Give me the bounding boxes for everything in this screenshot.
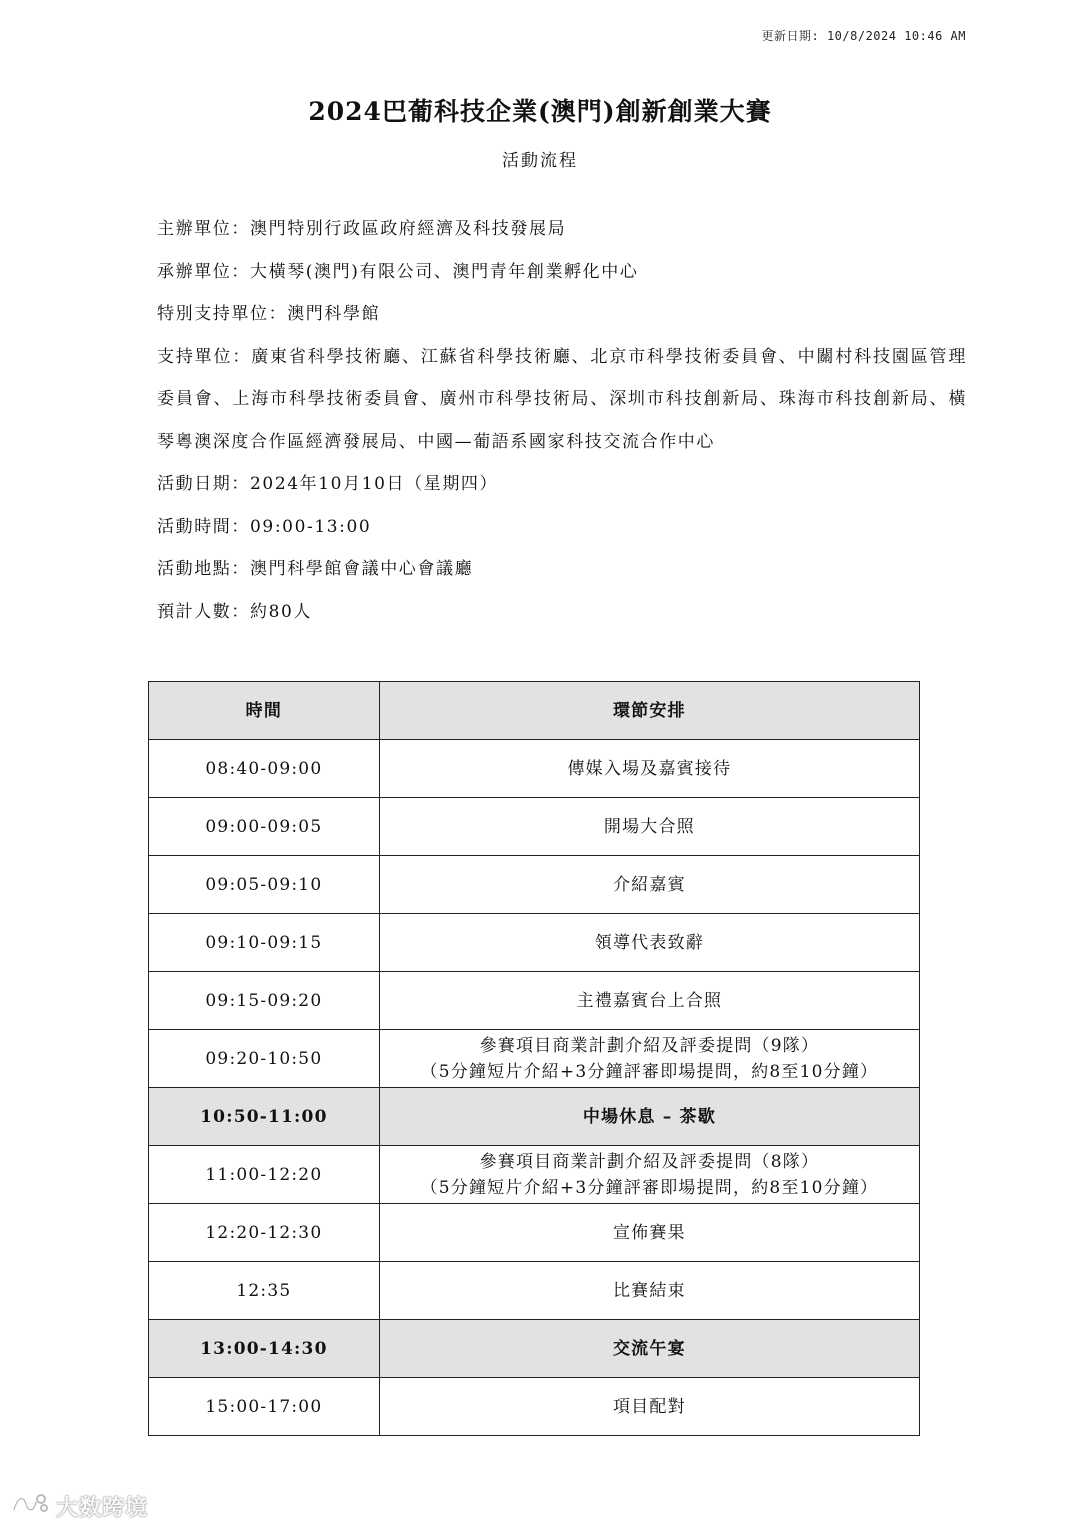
organizer-value: 澳門特別行政區政府經濟及科技發展局 (250, 219, 567, 239)
co-organizer-value: 大橫琴(澳門)有限公司、澳門青年創業孵化中心 (250, 261, 639, 282)
schedule-header-row (149, 682, 920, 740)
attendance-label: 預計人數： (157, 601, 250, 622)
row-item-line2: （5分鐘短片介紹+3分鐘評審即場提問，約8至10分鐘） (420, 1177, 879, 1198)
special-support-line (157, 293, 967, 336)
watermark-text: 大数跨境 (56, 1495, 149, 1521)
date-line (157, 463, 967, 506)
table-row (149, 856, 920, 914)
date-label: 活動日期： (157, 474, 250, 494)
row-time: 09:00-09:05 (149, 798, 380, 856)
row-item: 開場大合照 (379, 798, 919, 856)
table-row (149, 1262, 920, 1320)
row-item: 交流午宴 (379, 1320, 919, 1378)
row-time: 08:40-09:00 (149, 740, 380, 798)
table-row (149, 798, 920, 856)
row-item-line2: （5分鐘短片介紹+3分鐘評審即場提問，約8至10分鐘） (420, 1061, 879, 1082)
row-item (379, 1146, 919, 1204)
time-value: 09:00-13:00 (250, 516, 372, 537)
co-organizer-label: 承辦單位： (157, 261, 250, 282)
row-time: 09:20-10:50 (149, 1030, 380, 1088)
row-time: 15:00-17:00 (149, 1378, 380, 1436)
row-item: 比賽結束 (379, 1262, 919, 1320)
time-label: 活動時間： (157, 516, 250, 537)
row-time: 12:35 (149, 1262, 380, 1320)
row-time: 09:05-09:10 (149, 856, 380, 914)
table-row (149, 1030, 920, 1088)
row-item: 介紹嘉賓 (379, 856, 919, 914)
table-row (149, 972, 920, 1030)
row-item: 項目配對 (379, 1378, 919, 1436)
venue-label: 活動地點： (157, 559, 250, 579)
document-title: 2024巴葡科技企業(澳門)創新創業大賽 (308, 97, 772, 126)
special-support-value: 澳門科學館 (287, 304, 381, 324)
document-subtitle: 活動流程 (502, 151, 578, 171)
row-item: 中場休息 – 茶歇 (379, 1088, 919, 1146)
organizer-line (157, 208, 967, 251)
table-row (149, 1320, 920, 1378)
updated-timestamp: 更新日期: 10/8/2024 10:46 AM (761, 29, 966, 43)
watermark (10, 1490, 148, 1522)
row-time: 13:00-14:30 (149, 1320, 380, 1378)
support-value: 廣東省科學技術廳、江蘇省科學技術廳、北京市科學技術委員會、中關村科技園區管理委員會、上海市科學技術委員會、廣州市科學技術局、深圳市科技創新局、珠海市科技創新局、橫琴粵澳深度合作區經濟發展局、中國—葡語系國家科技交流合作中心 (157, 346, 967, 452)
row-item: 宣佈賽果 (379, 1204, 919, 1262)
event-info (157, 208, 967, 633)
row-time: 09:10-09:15 (149, 914, 380, 972)
table-row (149, 1204, 920, 1262)
row-item: 主禮嘉賓台上合照 (379, 972, 919, 1030)
row-time: 09:15-09:20 (149, 972, 380, 1030)
support-line (157, 336, 967, 464)
date-value: 2024年10月10日（星期四） (250, 474, 499, 494)
special-support-label: 特別支持單位： (157, 304, 288, 324)
support-label: 支持單位： (157, 346, 252, 367)
row-item: 傳媒入場及嘉賓接待 (379, 740, 919, 798)
time-line (157, 506, 967, 549)
row-item: 領導代表致辭 (379, 914, 919, 972)
schedule-table (148, 681, 920, 1436)
row-time: 12:20-12:30 (149, 1204, 380, 1262)
attendance-line (157, 591, 967, 634)
organizer-label: 主辦單位： (157, 219, 250, 239)
row-item (379, 1030, 919, 1088)
header-item: 環節安排 (379, 682, 919, 740)
row-time: 10:50-11:00 (149, 1088, 380, 1146)
venue-value: 澳門科學館會議中心會議廳 (250, 559, 474, 579)
attendance-value: 約80人 (250, 601, 313, 622)
table-row (149, 1378, 920, 1436)
table-row (149, 1088, 920, 1146)
table-row (149, 914, 920, 972)
table-row (149, 740, 920, 798)
venue-line (157, 548, 967, 591)
row-time: 11:00-12:20 (149, 1146, 380, 1204)
co-organizer-line (157, 251, 967, 294)
row-item-line1: 參賽項目商業計劃介紹及評委提問（9隊） (479, 1035, 820, 1056)
header-time: 時間 (149, 682, 380, 740)
watermark-logo-icon (10, 1490, 50, 1522)
table-row (149, 1146, 920, 1204)
row-item-line1: 參賽項目商業計劃介紹及評委提問（8隊） (479, 1151, 820, 1172)
